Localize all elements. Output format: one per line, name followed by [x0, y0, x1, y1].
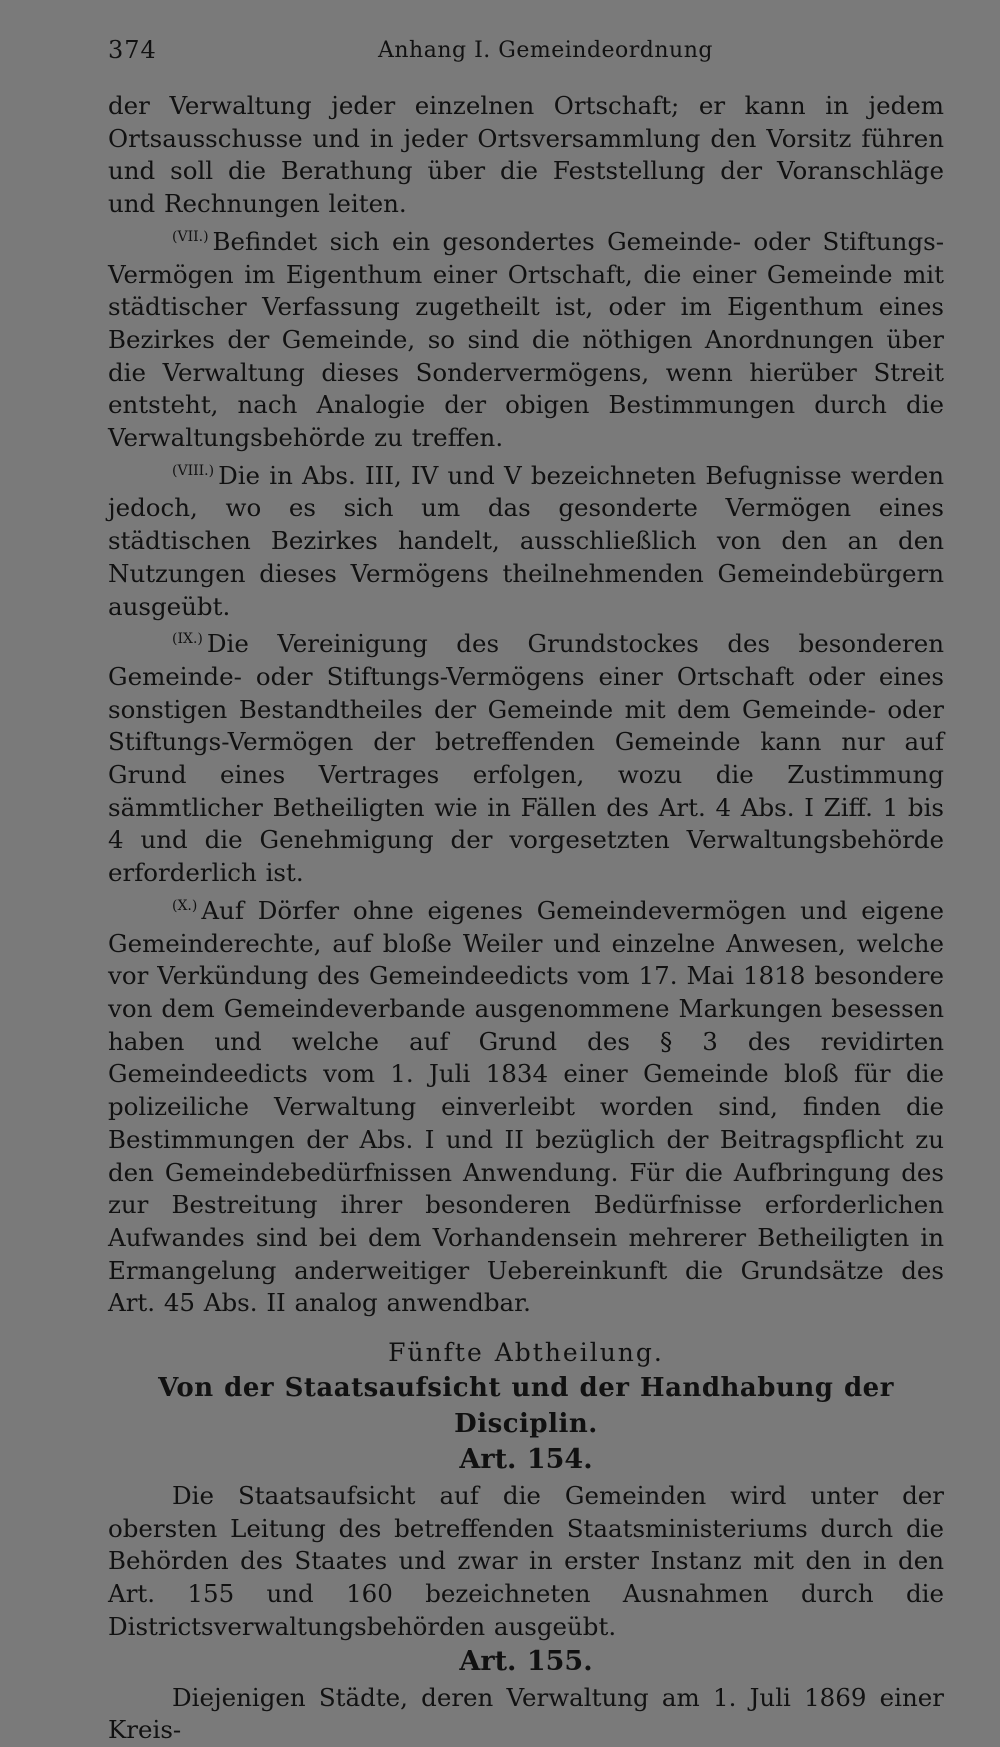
paragraph-number: (VII.)	[172, 228, 209, 245]
page-number: 374	[108, 36, 157, 64]
paragraph-number: (VIII.)	[172, 462, 215, 479]
article-155-heading: Art. 155.	[459, 1645, 593, 1677]
paragraph-text: Die Vereinigung des Grundstockes des besonderen Gemeinde- oder Stiftungs-Vermögens einer Ortschaft oder eines sonstigen Bestandtheiles der Gemeinde mit dem Gemeinde- oder Stiftungs-Vermögen der betreffenden Gemeinde kann nur auf Grund eines Vertrages erfolgen, wozu die Zustimmung sämmtlicher Betheiligten wie in Fällen des Art. 4 Abs. I Ziff. 1 bis 4 und die Genehmigung der vorgesetzten Verwaltungsbehörde erforderlich ist.	[108, 629, 944, 888]
paragraph-x	[108, 890, 944, 1320]
paragraph-ix	[108, 623, 944, 890]
section-title: Von der Staatsaufsicht und der Handhabung der Disciplin.	[158, 1373, 894, 1440]
article-154-text: Die Staatsaufsicht auf die Gemeinden wird unter der obersten Leitung des betreffenden Staatsministeriums durch die Behörden des Staates und zwar in erster Instanz mit den in den Art. 155 und 160 bezeichneten Ausnahmen durch die Districtsverwaltungsbehörden ausgeübt.	[108, 1481, 944, 1641]
body-text	[108, 90, 944, 1747]
paragraph-viii	[108, 455, 944, 624]
paragraph-text: Befindet sich ein gesondertes Gemeinde- oder Stiftungs-Vermögen im Eigenthum einer Ortschaft, die einer Gemeinde mit städtischer Verfassung zugetheilt ist, oder im Eigenthum eines Bezirkes der Gemeinde, so sind die nöthigen Anordnungen über die Verwaltung dieses Sondervermögens, wenn hierüber Streit entsteht, nach Analogie der obigen Bestimmungen durch die Verwaltungsbehörde zu treffen.	[108, 226, 944, 453]
paragraph-continuation: der Verwaltung jeder einzelnen Ortschaft; er kann in jedem Ortsausschusse und in jeder Ortsversammlung den Vorsitz führen und soll die Berathung über die Feststellung der Voranschläge und Rechnungen leiten.	[108, 91, 944, 219]
paragraph-text: Auf Dörfer ohne eigenes Gemeindevermögen und eigene Gemeinderechte, auf bloße Weiler und einzelne Anwesen, welche vor Verkündung des Gemeindeedicts vom 17. Mai 1818 besondere von dem Gemeindeverbande ausgenommene Markungen besessen haben und welche auf Grund des § 3 des revidirten Gemeindeedicts vom 1. Juli 1834 einer Gemeinde bloß für die polizeiliche Verwaltung einverleibt worden sind, finden die Bestimmungen der Abs. I und II bezüglich der Beitragspflicht zu den Gemeindebedürfnissen Anwendung. Für die Aufbringung des zur Bestreitung ihrer besonderen Bedürfnisse erforderlichen Aufwandes sind bei dem Vorhandensein mehrerer Betheiligten in Ermangelung anderweitiger Uebereinkunft die Grundsätze des Art. 45 Abs. II analog anwendbar.	[108, 895, 944, 1318]
article-155-text: Diejenigen Städte, deren Verwaltung am 1. Juli 1869 einer Kreis-	[108, 1682, 944, 1745]
paragraph-number: (X.)	[172, 897, 198, 914]
division-title: Fünfte Abtheilung.	[388, 1338, 664, 1368]
paragraph-vii	[108, 221, 944, 455]
running-head: Anhang I. Gemeindeordnung	[378, 38, 713, 63]
page-header	[108, 36, 944, 70]
paragraph-number: (IX.)	[172, 631, 203, 648]
paragraph-text: Die in Abs. III, IV und V bezeichneten Befugnisse werden jedoch, wo es sich um das gesonderte Vermögen eines städtischen Bezirkes handelt, ausschließlich von den an den Nutzungen dieses Vermögens theilnehmenden Gemeindebürgern ausgeübt.	[108, 460, 944, 621]
article-154-heading: Art. 154.	[459, 1444, 593, 1476]
